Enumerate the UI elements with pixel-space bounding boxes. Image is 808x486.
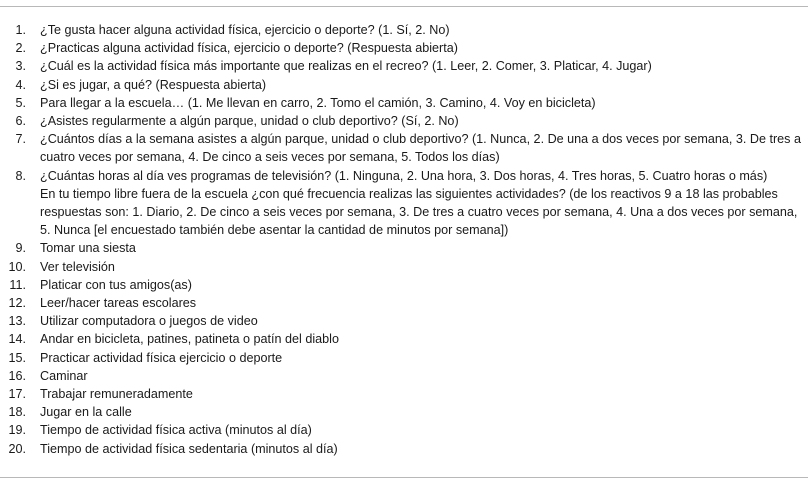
- item-number: 15.: [8, 350, 26, 365]
- item-text: Trabajar remuneradamente: [40, 387, 193, 402]
- item-number: 20.: [8, 441, 26, 456]
- list-item: [0, 349, 808, 367]
- item-number: 12.: [8, 296, 26, 311]
- list-item: [0, 76, 808, 94]
- item-text: Leer/hacer tareas escolares: [40, 296, 197, 311]
- list-item: [0, 239, 808, 257]
- list-item: [0, 94, 808, 112]
- item-text: ¿Cuántas horas al día ves programas de televisión? (1. Ninguna, 2. Una hora, 3. Dos horas, 4. Tres horas, 5. Cuatro horas o más): [40, 168, 768, 183]
- item-number: 10.: [8, 259, 26, 274]
- item-text: Platicar con tus amigos(as): [40, 277, 192, 292]
- item-text: Jugar en la calle: [40, 405, 132, 420]
- list-item: [0, 112, 808, 130]
- list-item: [0, 294, 808, 312]
- item-text: Para llegar a la escuela… (1. Me llevan en carro, 2. Tomo el camión, 3. Camino, 4. Voy en bicicleta): [40, 95, 596, 110]
- item-number: 1.: [15, 23, 26, 37]
- list-item: [0, 403, 808, 421]
- list-item: [0, 421, 808, 439]
- list-item: [0, 440, 808, 458]
- item-number: 9.: [15, 241, 26, 256]
- item-number: 17.: [8, 387, 26, 402]
- item-text: ¿Asistes regularmente a algún parque, unidad o club deportivo? (Sí, 2. No): [40, 114, 459, 129]
- item-number: 8.: [15, 168, 26, 183]
- item-text: Caminar: [40, 368, 88, 383]
- list-item: [0, 330, 808, 348]
- list-item: [0, 21, 808, 39]
- item-text: ¿Cuántos días a la semana asistes a algún parque, unidad o club deportivo? (1. Nunca, 2. De una a dos veces por semana, 3. De tres a cuatro veces por semana, 4. De cinco a seis veces por semana, 5. Todos los días): [40, 132, 801, 165]
- list-item: [0, 39, 808, 57]
- item-number: 14.: [8, 332, 26, 347]
- item-number: 13.: [8, 314, 26, 329]
- list-item: [0, 276, 808, 294]
- item-number: 6.: [15, 114, 26, 129]
- item-text: Tiempo de actividad física activa (minutos al día): [40, 423, 312, 438]
- item-text: Andar en bicicleta, patines, patineta o patín del diablo: [40, 332, 339, 347]
- item-number: 5.: [15, 95, 26, 110]
- item-text: Practicar actividad física ejercicio o deporte: [40, 350, 283, 365]
- item-text: Ver televisión: [40, 259, 115, 274]
- list-item: [0, 312, 808, 330]
- list-item: [0, 167, 808, 185]
- question-list: [0, 21, 808, 458]
- item-text: Utilizar computadora o juegos de video: [40, 314, 258, 329]
- list-item: [0, 130, 808, 166]
- item-number: 2.: [15, 41, 26, 56]
- item-text: ¿Te gusta hacer alguna actividad física, ejercicio o deporte? (1. Sí, 2. No): [40, 23, 450, 37]
- item-number: 16.: [8, 368, 26, 383]
- list-item: [0, 385, 808, 403]
- item-number: 3.: [15, 59, 26, 74]
- questionnaire-table: [0, 6, 808, 478]
- list-item: [0, 258, 808, 276]
- item-number: 19.: [8, 423, 26, 438]
- item-text: ¿Practicas alguna actividad física, ejercicio o deporte? (Respuesta abierta): [40, 41, 458, 56]
- activities-intro: En tu tiempo libre fuera de la escuela ¿con qué frecuencia realizas las siguientes actividades? (de los reactivos 9 a 18 las probables respuestas son: 1. Diario, 2. De cinco a seis veces por semana, 3. De tres a cuatro veces por semana, 4. Una a dos veces por semana, 5. Nunca [el encuestado también debe asentar la cantidad de minutos por semana]): [40, 186, 798, 238]
- item-text: ¿Cuál es la actividad física más importante que realizas en el recreo? (1. Leer, 2. Comer, 3. Platicar, 4. Jugar): [40, 59, 652, 74]
- item-number: 18.: [8, 405, 26, 420]
- item-text: ¿Si es jugar, a qué? (Respuesta abierta): [40, 77, 267, 92]
- item-text: Tomar una siesta: [40, 241, 136, 256]
- list-item: [0, 367, 808, 385]
- item-number: 7.: [15, 132, 26, 147]
- list-item: [0, 57, 808, 75]
- item-text: Tiempo de actividad física sedentaria (minutos al día): [40, 441, 338, 456]
- item-number: 11.: [9, 277, 26, 292]
- item-number: 4.: [15, 77, 26, 92]
